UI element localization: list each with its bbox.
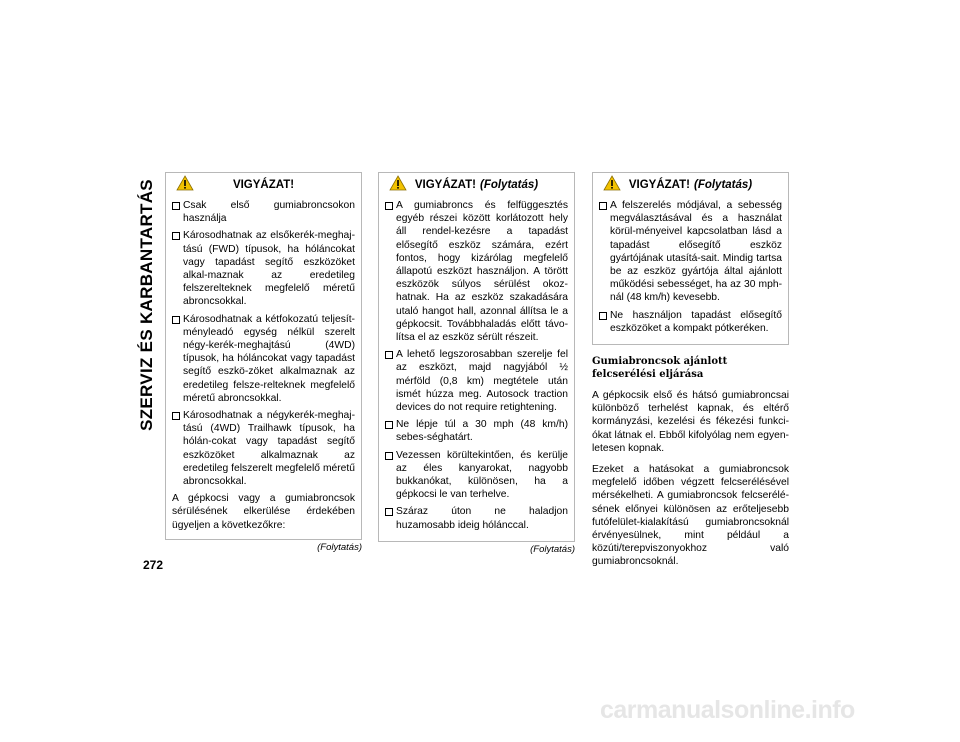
checkbox-bullet-icon <box>385 421 393 429</box>
warning-icon <box>389 175 407 191</box>
checkbox-bullet-icon <box>385 202 393 210</box>
checkbox-bullet-icon <box>172 202 180 210</box>
warning-heading-continued: (Folytatás) <box>693 178 753 191</box>
checkbox-bullet-icon <box>385 508 393 516</box>
column-2 <box>378 172 575 555</box>
section-heading: Gumiabroncsok ajánlott felcserélési eljárása <box>592 356 728 381</box>
warning-heading: VIGYÁZAT! <box>232 178 295 191</box>
warning-box-header <box>172 173 355 196</box>
body-paragraph: Ezeket a hatásokat a gumiabroncsok megfelelő időben végzett felcserélésével mérsékelheti. A gumiabroncsok felcserélé-sének előnyei különösen az erőteljesebb futófelület-kialakítású gumiabroncsoknál érvényesülnek, mint például a közúti/terepviszonyokhoz való gumiabroncsoknál. <box>592 464 789 568</box>
list-item: Ne használjon tapadást elősegítő eszközöket a kompakt pótkeréken. <box>599 309 782 335</box>
side-section-title-text: SZERVIZ ÉS KARBANTARTÁS <box>137 179 156 431</box>
list-item: Károsodhatnak a kétfokozatú teljesít-ményleadó egység nélkül szerelt négy-kerék-meghajtású (4WD) típusok, ha hóláncokat vagy tapadást segítő eszkö-zöket alkalmaznak az eredetileg felsze-relteknek megfelelő méretű abroncsokkal. <box>172 313 355 405</box>
list-item: Csak első gumiabroncsokon használja <box>172 199 355 225</box>
warning-box-header <box>599 173 782 196</box>
warning-icon <box>603 175 621 191</box>
column-1 <box>165 172 362 553</box>
checkbox-bullet-icon <box>385 351 393 359</box>
checkbox-bullet-icon <box>599 202 607 210</box>
list-item: Ne lépje túl a 30 mph (48 km/h) sebes-séghatárt. <box>385 418 568 444</box>
list-item: Vezessen körültekintően, és kerülje az éles kanyarokat, nagyobb bukkanókat, különösen, ha a gépkocsi le van terhelve. <box>385 449 568 502</box>
list-item: Károsodhatnak a négykerék-meghaj-tású (4WD) Trailhawk típusok, ha hólán-cokat vagy tapadást segítő eszközöket alkalmaznak az eredetileg felszerelt megfelelő méretű abroncsokkal. <box>172 409 355 488</box>
warning-heading-continued: (Folytatás) <box>479 178 539 191</box>
checkbox-bullet-icon <box>385 452 393 460</box>
warning-icon <box>176 175 194 191</box>
watermark: carmanualsonline.info <box>600 696 855 724</box>
warning-box-2 <box>378 172 575 542</box>
list-item: Száraz úton ne haladjon huzamosabb ideig hólánccal. <box>385 505 568 531</box>
checkbox-bullet-icon <box>172 412 180 420</box>
warning-heading: VIGYÁZAT! <box>628 178 690 191</box>
checkbox-bullet-icon <box>172 316 180 324</box>
body-paragraph: A gépkocsik első és hátsó gumiabroncsai különböző terhelést kapnak, és eltérő kormányzási, kezelési és fékezési funkci-ókat látnak el. Ebből kifolyólag nem egyen-letesen kopnak. <box>592 390 789 454</box>
warning-box-1 <box>165 172 362 540</box>
warning-heading: VIGYÁZAT! <box>414 178 476 191</box>
page-number: 272 <box>143 558 164 572</box>
warning-box-header <box>385 173 568 196</box>
list-item: A lehető legszorosabban szerelje fel az eszközt, majd nagyjából ½ mérföld (0,8 km) megtétele után ismét húzza meg. Autosock traction devices do not require retightening. <box>385 348 568 414</box>
warning-box-3 <box>592 172 789 345</box>
continued-note: (Folytatás) <box>317 541 362 553</box>
warning-paragraph: A gépkocsi vagy a gumiabroncsok sérülésének elkerülése érdekében ügyeljen a következőkre: <box>172 493 355 531</box>
column-3 <box>592 172 789 577</box>
list-item: A gumiabroncs és felfüggesztés egyéb részei között korlátozott hely áll rendel-kezésre a tapadást elősegítő eszköz számára, ezért fontos, hogy kizárólag megfelelő állapotú eszközt használjon. A törött eszközök súlyos sérülést okoz-hatnak. Ha az eszköz szakadására utaló hangot hall, azonnal állítsa le a gépkocsit. Továbbhaladás előtt távo-lítsa el az eszköz sérült részeit. <box>385 199 568 344</box>
list-item: A felszerelés módjával, a sebesség megválasztásával és a használat körül-ményeivel kapcsolatban lásd a tapadást elősegítő eszköz gyártójának utasítá-sait. Mindig tartsa be az eszköz gyártója által ajánlott működési sebességet, ha az 30 mph-nál (48 km/h) kevesebb. <box>599 199 782 305</box>
continued-note: (Folytatás) <box>530 543 575 555</box>
checkbox-bullet-icon <box>172 232 180 240</box>
list-item: Károsodhatnak az elsőkerék-meghaj-tású (FWD) típusok, ha hóláncokat vagy tapadást segítő eszközöket alkal-maznak az eredetileg felszerelteknek megfelelő méretű abroncsokkal. <box>172 229 355 308</box>
checkbox-bullet-icon <box>599 312 607 320</box>
side-section-title <box>134 160 160 450</box>
